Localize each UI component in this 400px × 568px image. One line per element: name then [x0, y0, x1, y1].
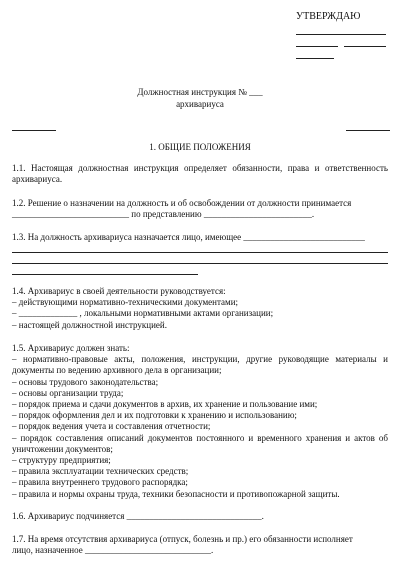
- approve-label: УТВЕРЖДАЮ: [296, 11, 361, 22]
- doc-title-line2: архивариуса: [176, 99, 224, 110]
- answer-line: [12, 252, 388, 253]
- paragraph-1-2-line2: __________________________ по представлению ________________________.: [12, 209, 315, 220]
- signature-line: [296, 34, 386, 35]
- list-item: – основы организации труда;: [12, 387, 124, 398]
- list-item: – порядок приема и сдачи документов в архив, их хранение и пользование ими;: [12, 399, 318, 410]
- answer-line: [12, 274, 198, 275]
- paragraph-1-7: [12, 534, 388, 556]
- list-item: – _____________ , локальными нормативными актами организации;: [12, 308, 274, 319]
- paragraph-1-7-line1: 1.7. На время отсутствия архивариуса (отпуск, болезнь и пр.) его обязанности исполняет: [12, 534, 353, 544]
- list-item: – порядок составления описаний документов постоянного и временного хранения и актов об уничтожении документов;: [12, 432, 388, 454]
- paragraph-1-7-line2: лицо, назначенное ____________________________.: [12, 545, 214, 556]
- doc-title-line1: Должностная инструкция № ___: [137, 87, 263, 97]
- list-item: – правила эксплуатации технических средств;: [12, 466, 189, 477]
- paragraph-1-4-intro: 1.4. Архивариус в своей деятельности руководствуется:: [12, 286, 226, 296]
- paragraph-1-5-intro: 1.5. Архивариус должен знать:: [12, 343, 130, 353]
- paragraph-1-2-line1: 1.2. Решение о назначении на должность и об освобождении от должности принимается: [12, 198, 352, 208]
- signature-line: [296, 58, 334, 59]
- section-heading: 1. ОБЩИЕ ПОЛОЖЕНИЯ: [149, 142, 251, 152]
- doc-title: [0, 87, 400, 110]
- list-item: – структуру предприятия;: [12, 455, 111, 466]
- paragraph-1-3: 1.3. На должность архивариуса назначается лицо, имеющее ___________________________: [12, 232, 365, 242]
- list-item: – настоящей должностной инструкцией.: [12, 319, 167, 330]
- signature-line: [344, 46, 386, 47]
- list-item: – правила и нормы охраны труда, техники безопасности и противопожарной защиты.: [12, 488, 340, 499]
- list-item: – порядок оформления дел и их подготовки к хранению и использованию;: [12, 410, 297, 421]
- paragraph-1-5: [12, 343, 388, 500]
- paragraph-1-1: 1.1. Настоящая должностная инструкция определяет обязанности, права и ответственность архивариуса.: [12, 163, 388, 185]
- paragraph-1-2: [12, 198, 388, 220]
- list-item: – основы трудового законодательства;: [12, 376, 159, 387]
- paragraph-1-4: [12, 286, 388, 331]
- list-item: – нормативно-правовые акты, положения, инструкции, другие руководящие материалы и документы по ведению архивного дела в организации;: [12, 354, 388, 376]
- signature-line: [296, 46, 338, 47]
- list-item: – действующими нормативно-техническими документами;: [12, 297, 239, 308]
- answer-line: [12, 263, 388, 264]
- list-item: – правила внутреннего трудового распорядка;: [12, 477, 188, 488]
- paragraph-1-6: 1.6. Архивариус подчиняется ______________________________.: [12, 511, 264, 521]
- date-line: [346, 130, 390, 131]
- place-line: [12, 130, 56, 131]
- list-item: – порядок ведения учета и составления отчетности;: [12, 421, 211, 432]
